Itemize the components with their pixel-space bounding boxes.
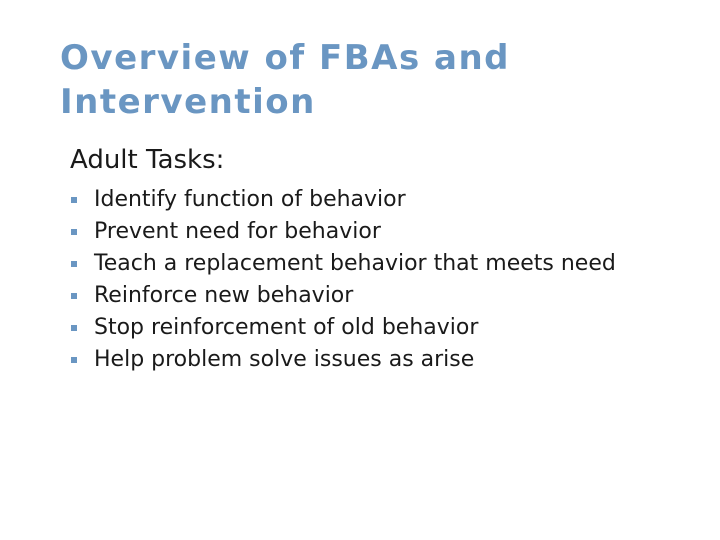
bullet-text: Teach a replacement behavior that meets need [94, 251, 616, 276]
bullet-text: Identify function of behavior [94, 187, 406, 212]
square-bullet-icon [71, 261, 77, 267]
bullet-item [70, 248, 670, 280]
bullet-list [70, 184, 670, 376]
subheading: Adult Tasks: [70, 145, 225, 175]
slide-title: Overview of FBAs and Intervention [60, 38, 511, 122]
square-bullet-icon [71, 229, 77, 235]
bullet-item [70, 184, 670, 216]
bullet-text: Help problem solve issues as arise [94, 347, 475, 372]
square-bullet-icon [71, 357, 77, 363]
bullet-item [70, 280, 670, 312]
bullet-item [70, 312, 670, 344]
bullet-item [70, 216, 670, 248]
bullet-text: Reinforce new behavior [94, 283, 354, 308]
bullet-text: Prevent need for behavior [94, 219, 381, 244]
bullet-text: Stop reinforcement of old behavior [94, 315, 479, 340]
square-bullet-icon [71, 325, 77, 331]
square-bullet-icon [71, 293, 77, 299]
slide-content [70, 142, 670, 376]
bullet-item [70, 344, 670, 376]
square-bullet-icon [71, 197, 77, 203]
